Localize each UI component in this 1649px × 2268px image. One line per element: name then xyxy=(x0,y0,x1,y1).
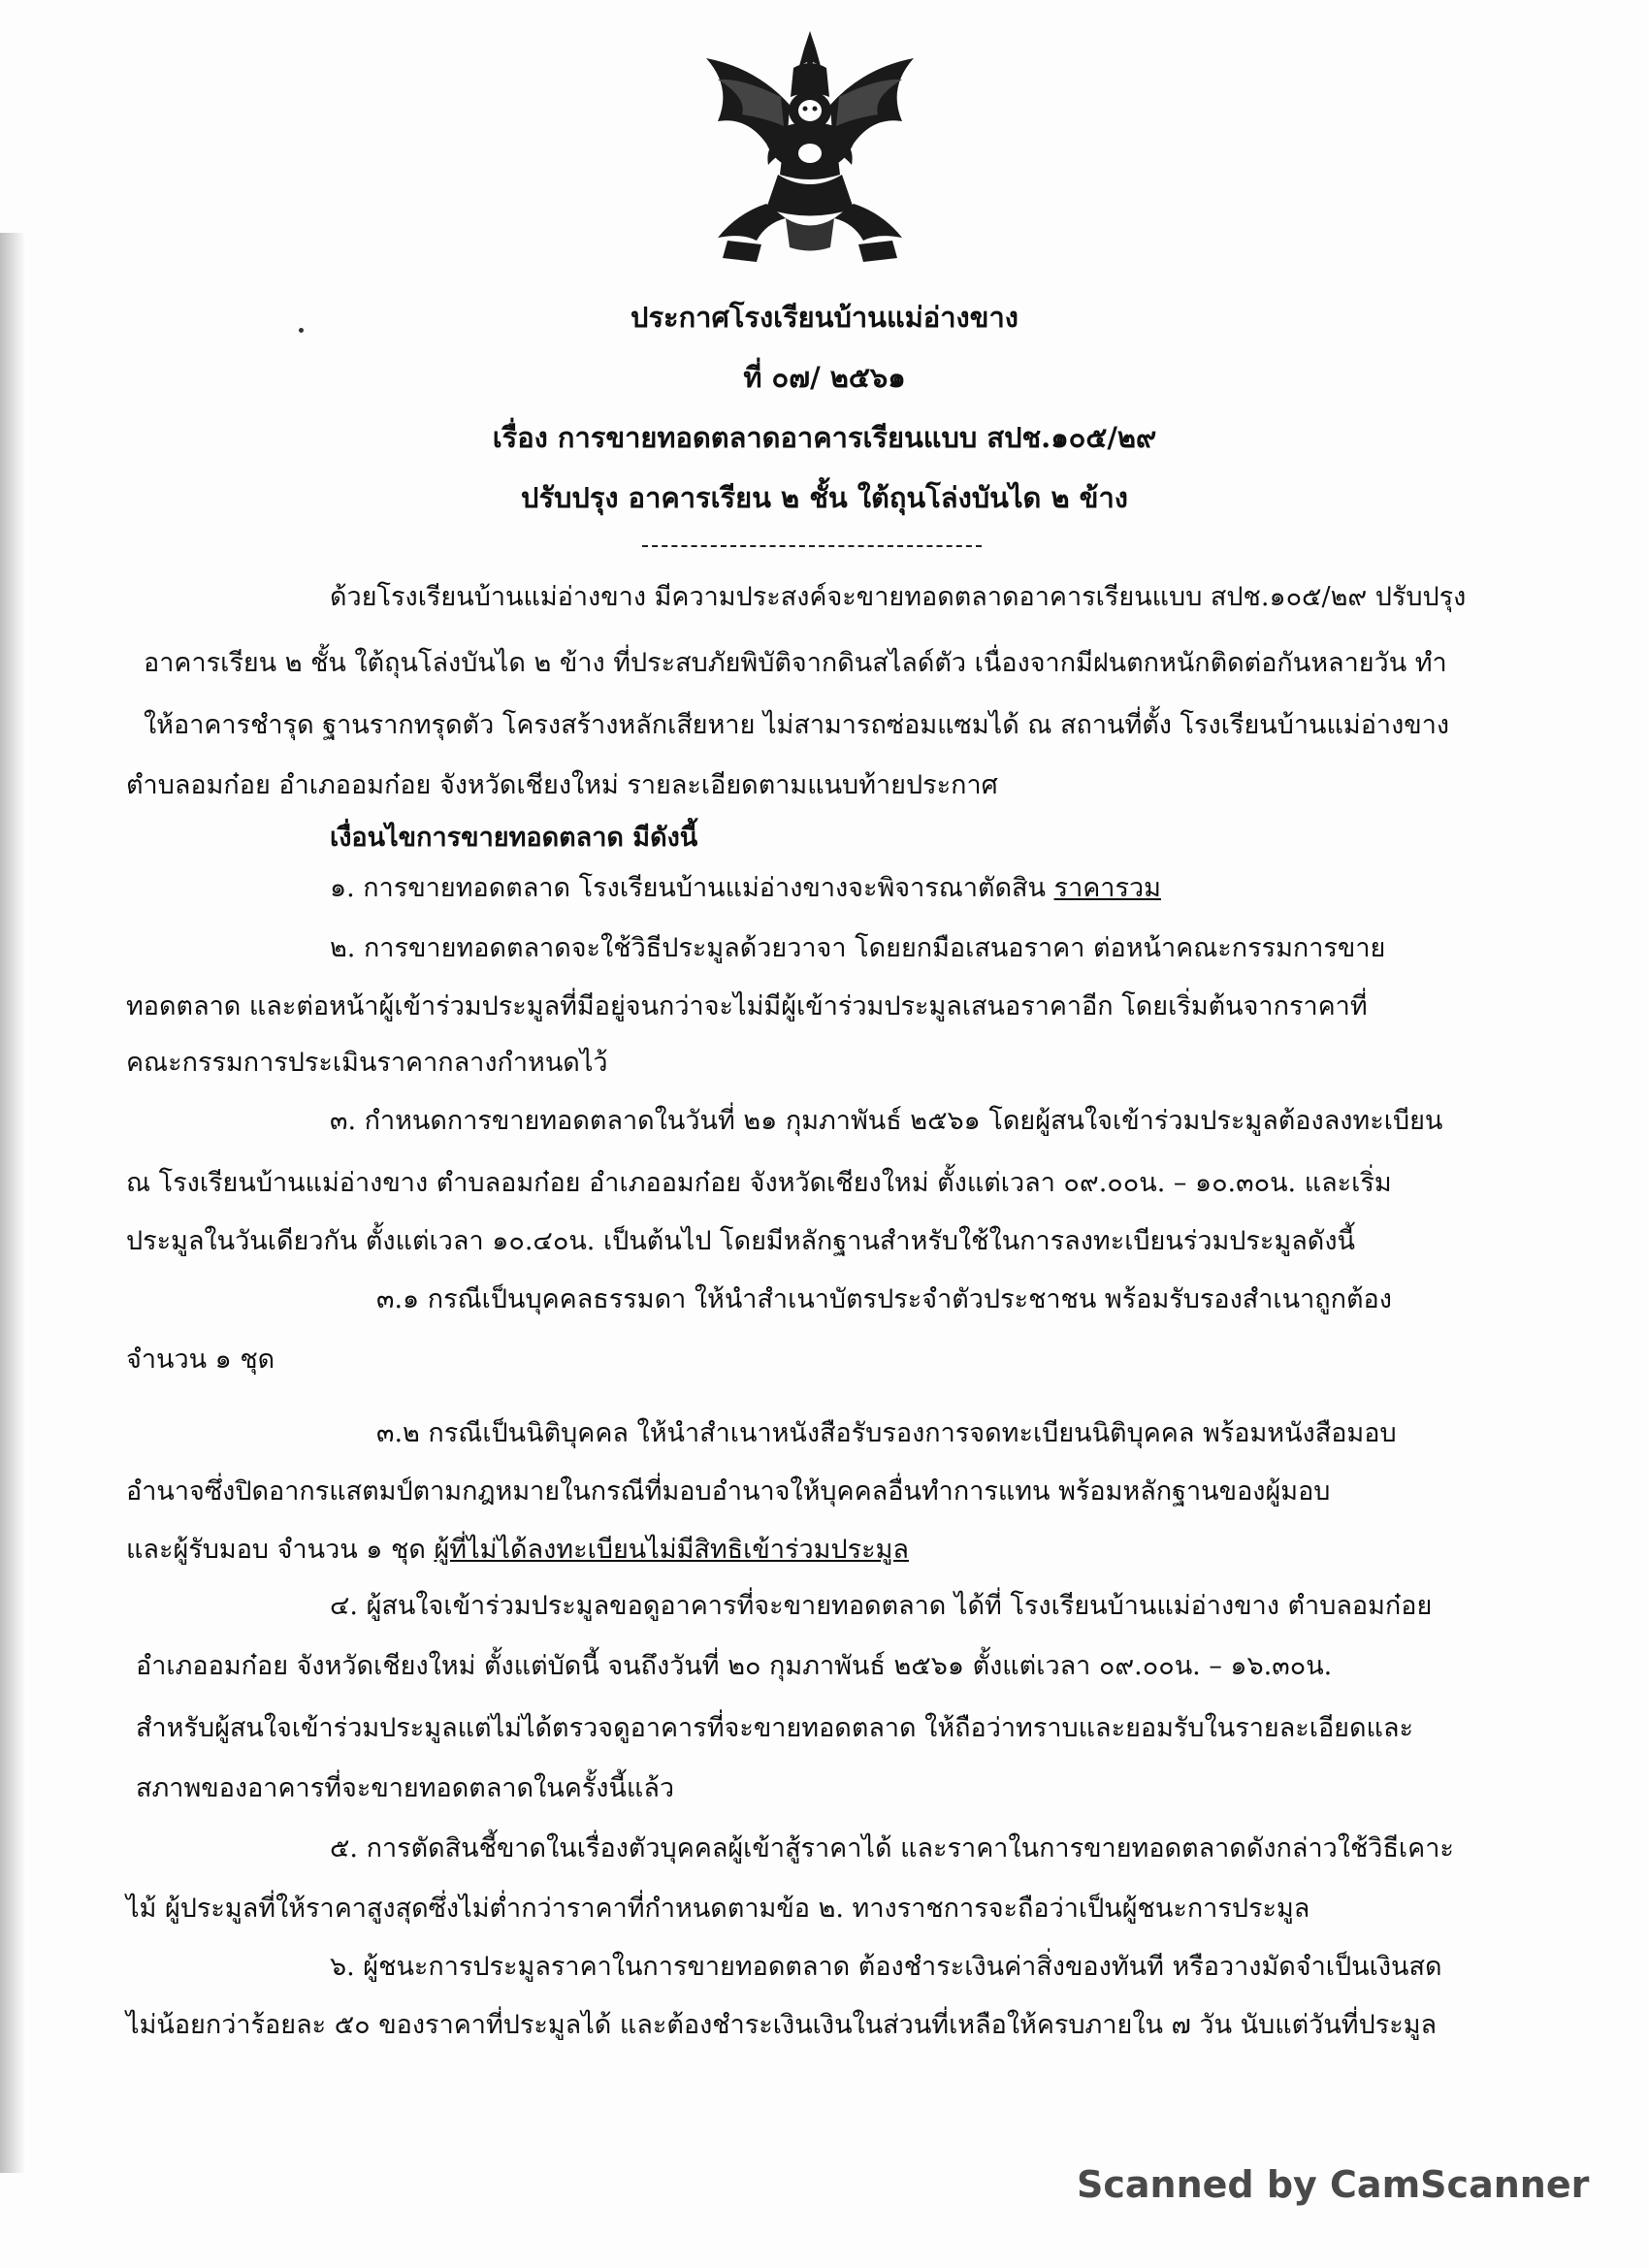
announcement-title: ประกาศโรงเรียนบ้านแม่อ่างขาง xyxy=(630,301,1018,334)
intro-line: ด้วยโรงเรียนบ้านแม่อ่างขาง มีความประสงค์จะขายทอดตลาดอาคารเรียนแบบ สปช.๑๐๕/๒๙ ปรับปรุง xyxy=(330,582,1467,612)
condition-3-line: ๓. กำหนดการขายทอดตลาดในวันที่ ๒๑ กุมภาพันธ์ ๒๕๖๑ โดยผู้สนใจเข้าร่วมประมูลต้องลงทะเบียน xyxy=(330,1106,1443,1136)
condition-3-2-text: และผู้รับมอบ จำนวน ๑ ชุด xyxy=(126,1535,435,1565)
announcement-subject: เรื่อง การขายทอดตลาดอาคารเรียนแบบ สปช.๑๐๕/๒๙ xyxy=(492,421,1157,454)
condition-3-line: ประมูลในวันเดียวกัน ตั้งแต่เวลา ๑๐.๔๐น. เป็นต้นไป โดยมีหลักฐานสำหรับใช้ในการลงทะเบียนร่วมประมูลดังนี้ xyxy=(126,1226,1355,1256)
condition-6-line: ไม่น้อยกว่าร้อยละ ๕๐ ของราคาที่ประมูลได้ และต้องชำระเงินเงินในส่วนที่เหลือให้ครบภายใน ๗ วัน นับแต่วันที่ประมูล xyxy=(126,2010,1438,2040)
condition-3-line: ณ โรงเรียนบ้านแม่อ่างขาง ตำบลอมก๋อย อำเภออมก๋อย จังหวัดเชียงใหม่ ตั้งแต่เวลา ๐๙.๐๐น. – ๑๐.๓๐น. และเริ่ม xyxy=(126,1168,1392,1198)
condition-4-line: สภาพของอาคารที่จะขายทอดตลาดในครั้งนี้แล้ว xyxy=(136,1773,675,1803)
condition-6-line: ๖. ผู้ชนะการประมูลราคาในการขายทอดตลาด ต้องชำระเงินค่าสิ่งของทันที หรือวางมัดจำเป็นเงินสด xyxy=(330,1952,1442,1982)
condition-2-line: ๒. การขายทอดตลาดจะใช้วิธีประมูลด้วยวาจา โดยยกมือเสนอราคา ต่อหน้าคณะกรรมการขาย xyxy=(330,933,1386,963)
condition-2-line: คณะกรรมการประเมินราคากลางกำหนดไว้ xyxy=(126,1048,608,1078)
condition-1-text: ๑. การขายทอดตลาด โรงเรียนบ้านแม่อ่างขางจะพิจารณาตัดสิน xyxy=(330,873,1054,903)
announcement-subject-line2: ปรับปรุง อาคารเรียน ๒ ชั้น ใต้ถุนโล่งบันได ๒ ข้าง xyxy=(521,481,1128,514)
condition-3-2-last xyxy=(126,1531,909,1570)
camscanner-watermark: Scanned by CamScanner xyxy=(1077,2163,1590,2206)
condition-3-1-line: ๓.๑ กรณีเป็นบุคคลธรรมดา ให้นำสำเนาบัตรประจำตัวประชาชน พร้อมรับรองสำเนาถูกต้อง xyxy=(376,1284,1392,1314)
intro-line: ให้อาคารชำรุด ฐานรากทรุดตัว โครงสร้างหลักเสียหาย ไม่สามารถซ่อมแซมได้ ณ สถานที่ตั้ง โรงเรียนบ้านแม่อ่างขาง xyxy=(144,710,1450,740)
condition-3-2-line: ๓.๒ กรณีเป็นนิติบุคคล ให้นำสำเนาหนังสือรับรองการจดทะเบียนนิติบุคคล พร้อมหนังสือมอบ xyxy=(376,1418,1397,1448)
condition-5-line: ๕. การตัดสินชี้ขาดในเรื่องตัวบุคคลผู้เข้าสู้ราคาได้ และราคาในการขายทอดตลาดดังกล่าวใช้วิธีเคาะ xyxy=(330,1833,1454,1863)
intro-line: อาคารเรียน ๒ ชั้น ใต้ถุนโล่งบันได ๒ ข้าง ที่ประสบภัยพิบัติจากดินสไลด์ตัว เนื่องจากมีฝนตกหนักติดต่อกันหลายวัน ทำ xyxy=(144,648,1447,678)
condition-1 xyxy=(330,869,1161,908)
condition-4-line: ๔. ผู้สนใจเข้าร่วมประมูลขอดูอาคารที่จะขายทอดตลาด ได้ที่ โรงเรียนบ้านแม่อ่างขาง ตำบลอมก๋อย xyxy=(330,1591,1433,1621)
condition-3-2-emphasis: ผู้ที่ไม่ได้ลงทะเบียนไม่มีสิทธิเข้าร่วมประมูล xyxy=(434,1535,909,1565)
condition-2-line: ทอดตลาด และต่อหน้าผู้เข้าร่วมประมูลที่มีอยู่จนกว่าจะไม่มีผู้เข้าร่วมประมูลเสนอราคาอีก โดยเริ่มต้นจากราคาที่ xyxy=(126,991,1368,1021)
condition-3-2-line: อำนาจซึ่งปิดอากรแสตมป์ตามกฎหมายในกรณีที่มอบอำนาจให้บุคคลอื่นทำการแทน พร้อมหลักฐานของผู้มอบ xyxy=(126,1476,1331,1507)
condition-5-line: ไม้ ผู้ประมูลที่ให้ราคาสูงสุดซึ่งไม่ต่ำกว่าราคาที่กำหนดตามข้อ ๒. ทางราชการจะถือว่าเป็นผู้ชนะการประมูล xyxy=(126,1894,1310,1924)
intro-line: ตำบลอมก๋อย อำเภออมก๋อย จังหวัดเชียงใหม่ รายละเอียดตามแนบท้ายประกาศ xyxy=(126,770,998,800)
condition-3-1-line: จำนวน ๑ ชุด xyxy=(126,1345,275,1375)
announcement-number: ที่ ๐๗/ ๒๕๖๑ xyxy=(743,361,906,394)
condition-4-line: อำเภออมก๋อย จังหวัดเชียงใหม่ ตั้งแต่บัดนี้ จนถึงวันที่ ๒๐ กุมภาพันธ์ ๒๕๖๑ ตั้งแต่เวลา ๐๙.๐๐น. – ๑๖.๓๐น. xyxy=(136,1651,1333,1681)
scan-speck xyxy=(299,328,304,333)
conditions-heading: เงื่อนไขการขายทอดตลาด มีดังนี้ xyxy=(330,823,698,853)
condition-1-emphasis: ราคารวม xyxy=(1053,873,1161,903)
title-separator xyxy=(642,545,982,547)
condition-4-line: สำหรับผู้สนใจเข้าร่วมประมูลแต่ไม่ได้ตรวจดูอาคารที่จะขายทอดตลาด ให้ถือว่าทราบและยอมรับในรายละเอียดและ xyxy=(136,1713,1413,1743)
garuda-emblem-icon xyxy=(689,29,931,276)
scan-edge-shadow xyxy=(0,233,25,2173)
